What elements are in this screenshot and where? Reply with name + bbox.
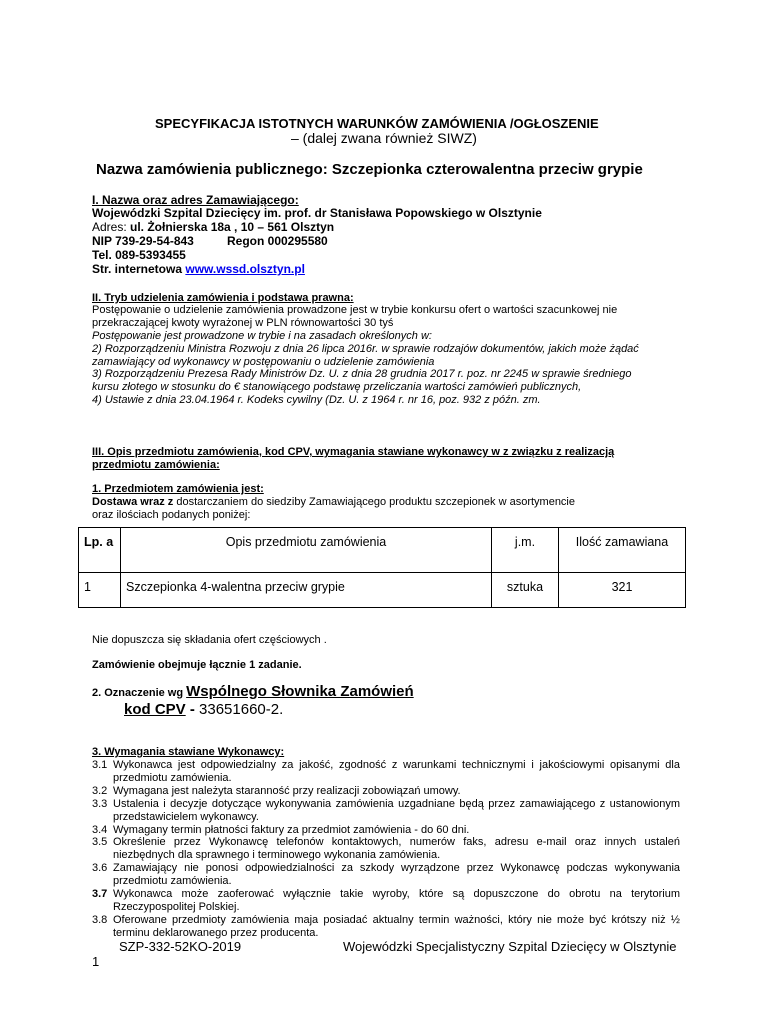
section3-heading-cont: przedmiotu zamówienia: bbox=[92, 459, 220, 471]
section2-line: przekraczającej kwoty wyrażonej w PLN równowartości 30 tyś bbox=[92, 317, 394, 329]
address-line bbox=[92, 220, 334, 234]
cpv-title: Wspólnego Słownika Zamówień bbox=[186, 683, 414, 700]
address-value: ul. Żołnierska 18a , 10 – 561 Olsztyn bbox=[130, 220, 335, 234]
document-subtitle: – (dalej zwana również SIWZ) bbox=[291, 130, 477, 146]
requirement-item bbox=[92, 836, 680, 862]
requirement-item bbox=[92, 798, 680, 824]
requirement-text: Oferowane przedmioty zamówienia maja posiadać aktualny termin ważności, który nie może być krótszy niż ½ terminu deklarowanego przez producenta. bbox=[113, 913, 680, 939]
requirement-text: Określenie przez Wykonawcę telefonów kontaktowych, numerów faks, adresu e-mail oraz innych ustaleń niezbędnych dla sprawnego i terminowego wykonania zamówienia. bbox=[113, 836, 680, 862]
requirement-text: Wykonawca może zaoferować wyłącznie takie wyroby, które są dopuszczone do obrotu na terytorium Rzeczypospolitej Polskiej. bbox=[113, 888, 680, 913]
subject-bold: Dostawa wraz z bbox=[92, 496, 177, 508]
no-partial-offers: Nie dopuszcza się składania ofert częściowych . bbox=[92, 634, 327, 646]
section2-heading: II. Tryb udzielenia zamówienia i podstawa prawna: bbox=[92, 292, 354, 304]
requirement-item bbox=[92, 785, 680, 798]
subject-heading: 1. Przedmiotem zamówienia jest: bbox=[92, 483, 264, 495]
address-label: Adres: bbox=[92, 220, 131, 234]
requirements-list bbox=[92, 759, 680, 940]
header-cell: Ilość zamawiana bbox=[559, 528, 686, 573]
items-table bbox=[78, 527, 686, 608]
phone-number: Tel. 089-5393455 bbox=[92, 248, 186, 262]
one-task-note: Zamówienie obejmuje łącznie 1 zadanie. bbox=[92, 659, 302, 671]
website-line bbox=[92, 262, 305, 276]
requirement-number: 3.2 bbox=[92, 784, 108, 797]
subject-description bbox=[92, 496, 575, 509]
cpv-code: 33651660-2. bbox=[199, 701, 284, 718]
website-link[interactable]: www.wssd.olsztyn.pl bbox=[185, 262, 305, 276]
page-number: 1 bbox=[92, 954, 100, 969]
requirement-number: 3.7 bbox=[92, 888, 108, 901]
subject-text: dostarczaniem do siedziby Zamawiającego produktu szczepionek w asortymencie bbox=[176, 496, 575, 508]
requirement-number: 3.6 bbox=[92, 862, 108, 875]
section2-line: Postępowanie o udzielenie zamówienia prowadzone jest w trybie konkursu ofert o wartości szacunkowej nie bbox=[92, 304, 618, 316]
cpv-code-line bbox=[124, 701, 283, 719]
section2-line: 2) Rozporządzeniu Ministra Rozwoju z dnia 26 lipca 2016r. w sprawie rodzajów dokumentów, jakich może żądać bbox=[92, 343, 639, 355]
requirements-heading: 3. Wymagania stawiane Wykonawcy: bbox=[92, 746, 285, 758]
cpv-label: kod CPV bbox=[124, 701, 186, 718]
hospital-name: Wojewódzki Szpital Dziecięcy im. prof. dr Stanisława Popowskiego w Olsztynie bbox=[92, 206, 542, 220]
header-cell: Lp. a bbox=[79, 528, 121, 573]
requirement-item bbox=[92, 888, 680, 914]
row-unit: sztuka bbox=[492, 573, 559, 608]
requirement-text: Wymagany termin płatności faktury za przedmiot zamówienia - do 60 dni. bbox=[113, 823, 470, 836]
requirement-item bbox=[92, 759, 680, 785]
section2-line: 3) Rozporządzeniu Prezesa Rady Ministrów Dz. U. z dnia 28 grudnia 2017 r. poz. nr 2245 w sprawie średniego bbox=[92, 368, 632, 380]
requirement-number: 3.4 bbox=[92, 823, 108, 836]
section2-line: kursu złotego w stosunku do € stanowiącego podstawę przeliczania wartości zamówień publicznych, bbox=[92, 381, 582, 393]
section2-line: zamawiający od wykonawcy w postępowaniu o udzielenie zamówienia bbox=[92, 356, 435, 368]
requirement-text: Ustalenia i decyzje dotyczące wykonywania zamówienia uzgadniane będą przez zamawiającego z ustanowionym przedstawicielem wykonawcy. bbox=[113, 797, 680, 823]
document-title: SPECYFIKACJA ISTOTNYCH WARUNKÓW ZAMÓWIENIA /OGŁOSZENIE bbox=[155, 116, 599, 131]
requirement-item bbox=[92, 824, 680, 837]
section2-line: Postępowanie jest prowadzone w trybie i na zasadach określonych w: bbox=[92, 330, 432, 342]
table-row bbox=[79, 573, 686, 608]
regon-number: Regon 000295580 bbox=[227, 234, 328, 248]
requirement-number: 3.1 bbox=[92, 759, 108, 771]
header-cell: Opis przedmiotu zamówienia bbox=[121, 528, 492, 573]
requirement-number: 3.3 bbox=[92, 797, 108, 810]
requirement-item bbox=[92, 862, 680, 888]
cpv-prefix: 2. Oznaczenie wg bbox=[92, 687, 187, 699]
header-cell: j.m. bbox=[492, 528, 559, 573]
cpv-separator: - bbox=[185, 701, 200, 718]
requirement-text: Wykonawca jest odpowiedzialny za jakość, zgodność z warunkami technicznymi i jakościowymi opisanymi dla przedmiotu zamówienia. bbox=[113, 759, 680, 784]
section1-heading: I. Nazwa oraz adres Zamawiającego: bbox=[92, 193, 299, 207]
cpv-line bbox=[92, 683, 414, 702]
requirement-number: 3.8 bbox=[92, 913, 108, 926]
order-name: Nazwa zamówienia publicznego: Szczepionka czterowalentna przeciw grypie bbox=[96, 161, 643, 178]
footer-reference: SZP-332-52KO-2019 bbox=[119, 939, 242, 954]
footer-hospital: Wojewódzki Specjalistyczny Szpital Dziecięcy w Olsztynie bbox=[343, 939, 677, 954]
row-lp: 1 bbox=[79, 573, 121, 608]
requirement-number: 3.5 bbox=[92, 836, 108, 849]
subject-description-cont: oraz ilościach podanych poniżej: bbox=[92, 509, 251, 521]
section2-line: 4) Ustawie z dnia 23.04.1964 r. Kodeks cywilny (Dz. U. z 1964 r. nr 16, poz. 932 z późn. zm. bbox=[92, 394, 541, 406]
website-label: Str. internetowa bbox=[92, 262, 186, 276]
section3-heading: III. Opis przedmiotu zamówienia, kod CPV, wymagania stawiane wykonawcy w z związku z realizacją bbox=[92, 446, 615, 458]
table-header-row bbox=[79, 528, 686, 573]
row-description: Szczepionka 4-walentna przeciw grypie bbox=[121, 573, 492, 608]
requirement-text: Zamawiający nie ponosi odpowiedzialności za szkody wyrządzone przez Wykonawcę podczas wykonywania przedmiotu zamówienia. bbox=[113, 862, 680, 888]
requirement-item bbox=[92, 914, 680, 940]
requirement-text: Wymagana jest należyta staranność przy realizacji zobowiązań umowy. bbox=[113, 784, 461, 797]
nip-number: NIP 739-29-54-843 bbox=[92, 234, 194, 248]
row-quantity: 321 bbox=[559, 573, 686, 608]
